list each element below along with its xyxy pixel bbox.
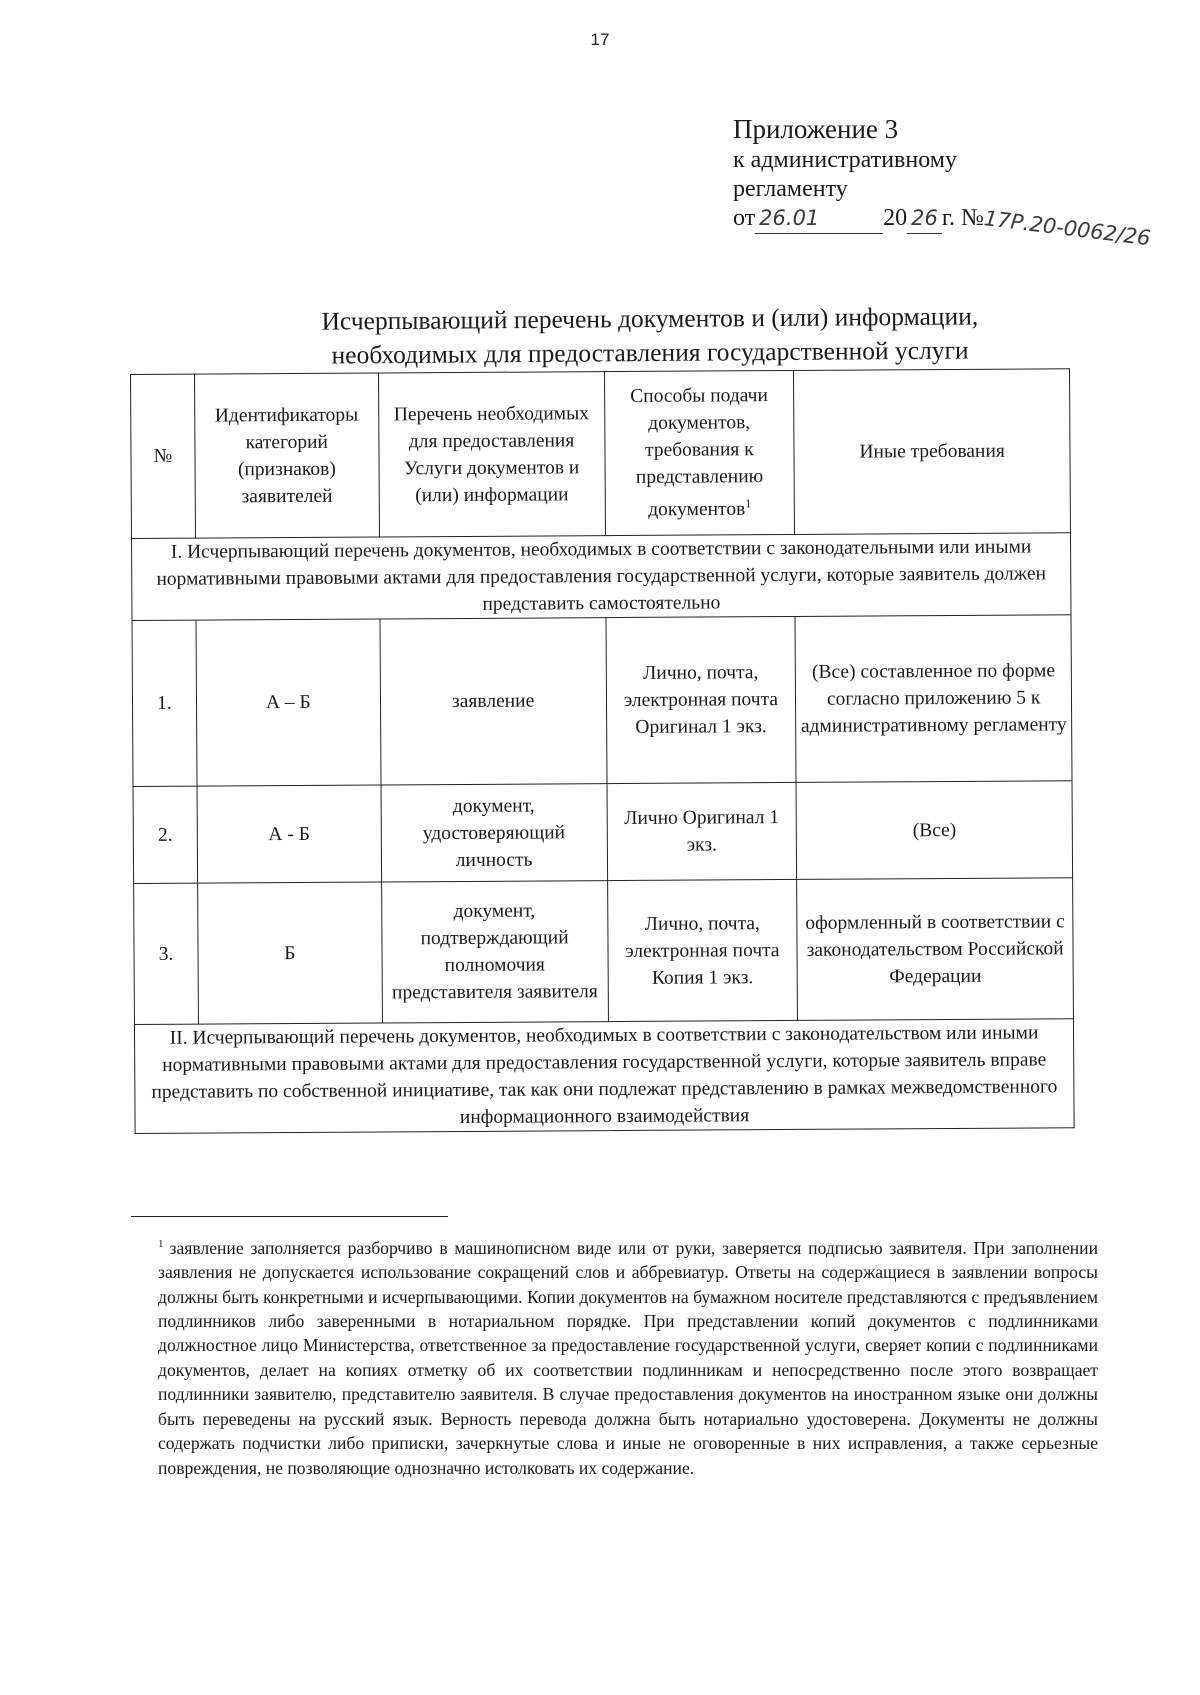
appendix-line-2: регламенту [733,176,848,202]
row-number: 1. [132,620,197,786]
row-document: документ, удостоверяющий личность [381,784,607,882]
section-1-row [132,533,1071,621]
section-1-heading: I. Исчерпывающий перечень документов, необходимых в соответствии с законодательными или иными нормативными правовыми актами для предоставления государственной услуги, которые заявитель должен представить самостоятельно [132,533,1071,621]
handwritten-registration-number: 17Р.20-0062/26 [982,206,1152,251]
table-row [132,615,1072,787]
footnote [158,1232,1098,1480]
header-number: № [131,374,196,538]
header-identifiers: Идентификаторы категорий (признаков) заявителей [194,373,379,538]
section-2-heading: II. Исчерпывающий перечень документов, необходимых в соответствии с законодательством или иными нормативными правовыми актами для предоставления государственной услуги, которые заявитель вправе представить по собственной инициативе, так как они подлежат представлению в рамках межведомственного информационного взаимодействия [134,1019,1074,1134]
date-prefix: от [733,205,756,231]
row-number: 2. [133,786,197,883]
appendix-header [733,112,1173,251]
table-row [134,878,1074,1025]
row-other-requirements: оформленный в соответствии с законодательством Российской Федерации [797,878,1074,1021]
document-title-line-1: Исчерпывающий перечень документов и (или) информации, [321,301,979,336]
header-document-list: Перечень необходимых для предоставления Услуги документов и (или) информации [378,372,605,537]
documents-table-wrapper [130,368,1075,1134]
handwritten-year: 26 [907,204,942,234]
row-identifiers: А - Б [197,785,381,883]
footnote-divider [131,1216,448,1217]
row-other-requirements: (Все) составленное по форме согласно приложению 5 к административному регламенту [795,615,1072,783]
row-number: 3. [134,883,199,1024]
row-identifiers: Б [197,882,382,1024]
row-document: документ, подтверждающий полномочия представителя заявителя [381,881,608,1023]
appendix-line-1: к административному [733,147,957,173]
row-submission-ways: Лично Оригинал 1 экз. [607,782,797,880]
year-suffix: г. № [941,205,984,231]
header-submission-ways [604,370,795,535]
document-title-line-2: необходимых для предоставления государственной услуги [331,335,969,370]
header-other-requirements: Иные требования [794,369,1071,535]
page-number: 17 [590,30,610,49]
table-row [133,781,1073,884]
header-submission-ways-text: Способы подачи документов, требования к представлению документов [630,385,768,521]
year-prefix: 20 [883,205,908,231]
footnote-mark: 1 [158,1238,164,1250]
documents-table [130,368,1075,1134]
row-submission-ways: Лично, почта, электронная почта Оригинал 1 экз. [605,616,796,783]
row-submission-ways: Лично, почта, электронная почта Копия 1 экз. [607,879,798,1021]
footnote-reference: 1 [745,496,752,511]
row-identifiers: А – Б [196,619,381,786]
table-header-row [131,369,1071,539]
row-document: заявление [380,618,607,785]
document-title [230,299,1071,374]
footnote-text: заявление заполняется разборчиво в машинописном виде или от руки, заверяется подписью заявителя. При заполнении заявления не допускается использование сокращений слов и аббревиатур. Ответы на содержащиеся в заявлении вопросы должны быть конкретными и исчерпывающими. Копии документов на бумажном носителе представляются с предъявлением подлинников либо заверенными в нотариальном порядке. При представлении копий документов с подлинниками должностное лицо Министерства, ответственное за предоставление государственной услуги, сверяет копии с подлинниками документов, делает на копиях отметку об их соответствии подлинникам и непосредственно после этого возвращает подлинники заявителю, представителю заявителя. В случае предоставления документов на иностранном языке они должны быть переведены на русский язык. Верность перевода должна быть нотариально удостоверена. Документы не должны содержать подчистки либо приписки, зачеркнутые слова и иные не оговоренные в них исправления, а также серьезные повреждения, не позволяющие однозначно истолковать их содержание. [158,1237,1098,1478]
appendix-date-line [733,204,1173,251]
appendix-title: Приложение 3 [733,114,899,144]
row-other-requirements: (Все) [796,781,1072,880]
handwritten-date: 26.01 [755,204,883,234]
section-2-row [134,1019,1074,1134]
